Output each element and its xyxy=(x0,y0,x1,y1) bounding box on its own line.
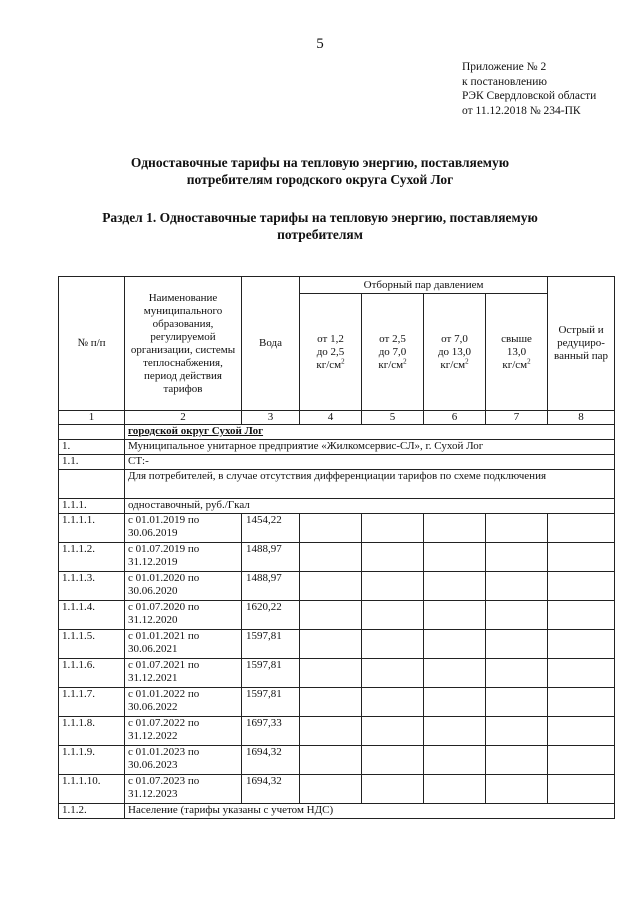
column-number: 1 xyxy=(59,411,125,425)
period-cell: с 01.01.2021 по 30.06.2021 xyxy=(125,630,242,659)
appendix-line: Приложение № 2 xyxy=(462,61,547,73)
document-title-line: потребителям городского округа Сухой Лог xyxy=(186,172,454,187)
period-cell: с 01.01.2022 по 30.06.2022 xyxy=(125,688,242,717)
population-name: Население (тарифы указаны с учетом НДС) xyxy=(125,804,615,819)
section-title xyxy=(40,209,600,243)
column-number: 6 xyxy=(424,411,486,425)
column-number: 8 xyxy=(548,411,615,425)
municipality-row xyxy=(59,425,615,440)
row-number: 1.1.1.3. xyxy=(59,572,125,601)
appendix-line: к постановлению xyxy=(462,75,547,88)
table-row xyxy=(59,514,615,543)
row-number: 1. xyxy=(59,440,125,455)
period-cell: с 01.07.2020 по 31.12.2020 xyxy=(125,601,242,630)
row-number: 1.1.1. xyxy=(59,499,125,514)
table-body xyxy=(59,277,615,819)
header-steam: Отборный пар давлением xyxy=(300,277,548,294)
table-row xyxy=(59,688,615,717)
period-cell: с 01.07.2019 по 31.12.2019 xyxy=(125,543,242,572)
period-cell: с 01.01.2020 по 30.06.2020 xyxy=(125,572,242,601)
system-name: СТ:- xyxy=(125,455,615,470)
header-water: Вода xyxy=(242,277,300,411)
table-row xyxy=(59,659,615,688)
organization-row xyxy=(59,440,615,455)
period-cell: с 01.01.2019 по 30.06.2019 xyxy=(125,514,242,543)
period-cell: с 01.07.2023 по 31.12.2023 xyxy=(125,775,242,804)
rate-type-row xyxy=(59,499,615,514)
column-number: 4 xyxy=(300,411,362,425)
water-tariff: 1694,32 xyxy=(242,746,300,775)
table-row xyxy=(59,746,615,775)
organization-name: Муниципальное унитарное предприятие «Жилкомсервис-СЛ», г. Сухой Лог xyxy=(125,440,615,455)
row-number: 1.1.1.5. xyxy=(59,630,125,659)
row-number: 1.1.1.6. xyxy=(59,659,125,688)
water-tariff: 1697,33 xyxy=(242,717,300,746)
document-title xyxy=(40,154,600,188)
water-tariff: 1597,81 xyxy=(242,630,300,659)
table-row xyxy=(59,601,615,630)
header-pressure-1: от 1,2 до 2,5 $кг/см^2$ xyxy=(300,294,362,411)
header-name: Наименование муниципального образования, регулируемой организации, системы теплоснабжения, период действия тарифов xyxy=(125,277,242,411)
header-sharp-steam: Острый и редуциро-ванный пар xyxy=(548,277,615,411)
row-number: 1.1.1.1. xyxy=(59,514,125,543)
column-number-row xyxy=(59,411,615,425)
page-number: 5 xyxy=(316,36,324,52)
system-row xyxy=(59,455,615,470)
row-number: 1.1. xyxy=(59,455,125,470)
period-cell: с 01.01.2023 по 30.06.2023 xyxy=(125,746,242,775)
row-number: 1.1.1.2. xyxy=(59,543,125,572)
appendix-line: от 11.12.2018 № 234-ПК xyxy=(462,104,581,117)
population-row xyxy=(59,804,615,819)
table-row xyxy=(59,543,615,572)
row-number: 1.1.1.7. xyxy=(59,688,125,717)
header-pressure-3: от 7,0 до 13,0 $кг/см^2$ xyxy=(424,294,486,411)
municipality-name: городской округ Сухой Лог xyxy=(125,425,615,440)
consumers-note: Для потребителей, в случае отсутствия дифференциации тарифов по схеме подключения xyxy=(125,470,615,499)
document-title-line: Одноставочные тарифы на тепловую энергию, поставляемую xyxy=(130,155,510,170)
section-title-line: Раздел 1. Одноставочные тарифы на тепловую энергию, поставляемую xyxy=(102,210,538,225)
row-number: 1.1.1.4. xyxy=(59,601,125,630)
rate-type-name: одноставочный, руб./Гкал xyxy=(125,499,615,514)
header-pressure-2: от 2,5 до 7,0 $кг/см^2$ xyxy=(362,294,424,411)
water-tariff: 1597,81 xyxy=(242,688,300,717)
water-tariff: 1597,81 xyxy=(242,659,300,688)
water-tariff: 1454,22 xyxy=(242,514,300,543)
row-number: 1.1.1.8. xyxy=(59,717,125,746)
row-number: 1.1.2. xyxy=(59,804,125,819)
column-number: 7 xyxy=(486,411,548,425)
row-number: 1.1.1.9. xyxy=(59,746,125,775)
column-number: 3 xyxy=(242,411,300,425)
period-cell: с 01.07.2022 по 31.12.2022 xyxy=(125,717,242,746)
water-tariff: 1694,32 xyxy=(242,775,300,804)
table-row xyxy=(59,572,615,601)
appendix-block xyxy=(462,60,596,118)
water-tariff: 1620,22 xyxy=(242,601,300,630)
table-row xyxy=(59,775,615,804)
column-number: 5 xyxy=(362,411,424,425)
row-number: 1.1.1.10. xyxy=(59,775,125,804)
table-row xyxy=(59,717,615,746)
appendix-line: РЭК Свердловской области xyxy=(462,90,597,102)
water-tariff: 1488,97 xyxy=(242,543,300,572)
header-num: № п/п xyxy=(59,277,125,411)
tariff-table xyxy=(58,276,615,819)
consumers-note-row xyxy=(59,470,615,499)
header-pressure-4: свыше 13,0 $кг/см^2$ xyxy=(486,294,548,411)
table-row xyxy=(59,630,615,659)
column-number: 2 xyxy=(125,411,242,425)
section-title-line: потребителям xyxy=(277,227,363,242)
water-tariff: 1488,97 xyxy=(242,572,300,601)
period-cell: с 01.07.2021 по 31.12.2021 xyxy=(125,659,242,688)
